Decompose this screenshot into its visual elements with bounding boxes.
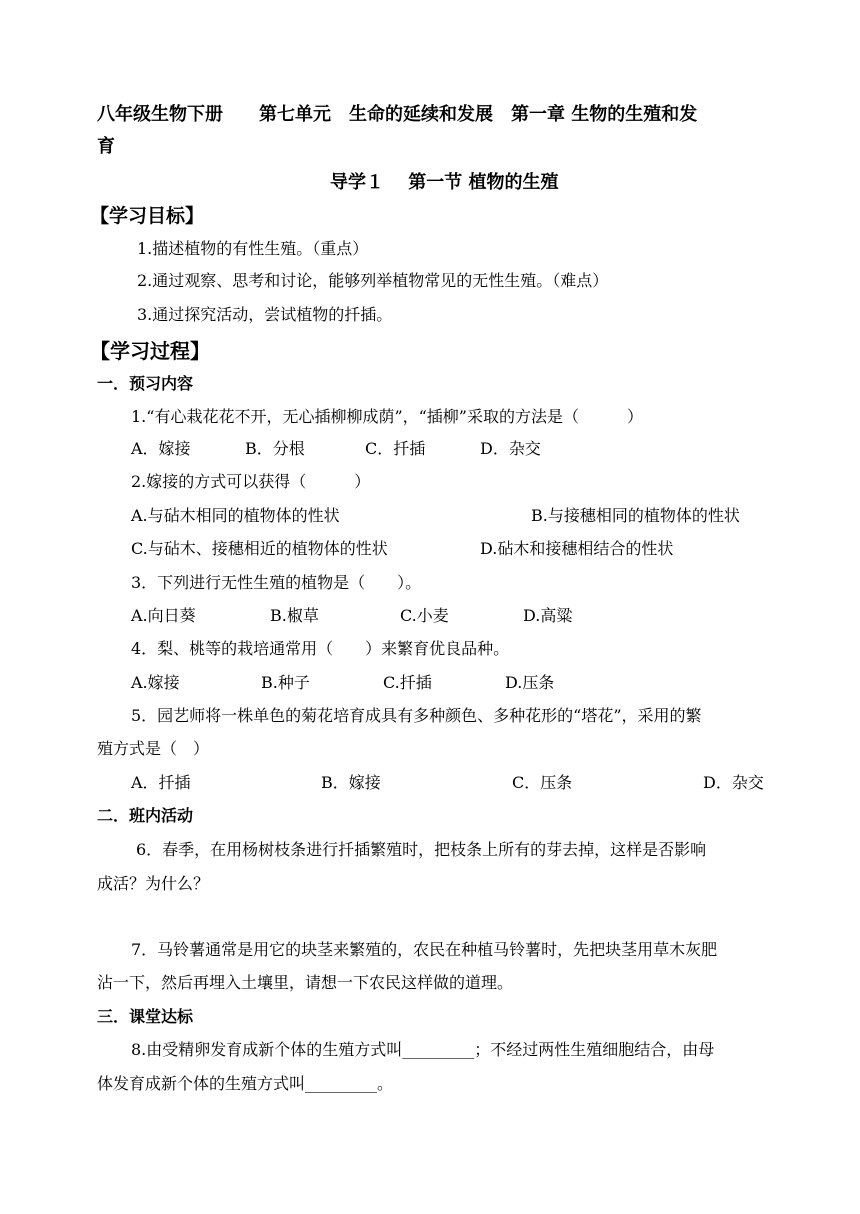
- process-heading: 【学习过程】: [90, 339, 210, 363]
- question-4: 4．梨、桃等的栽培通常用（ ）来繁育优良品种。: [131, 639, 510, 658]
- question-5-line2: 殖方式是（ ）: [97, 739, 210, 758]
- q5-option-c: C．压条: [512, 773, 573, 792]
- q4-option-c: C.扦插: [383, 673, 432, 692]
- q1-option-b: B．分根: [245, 439, 305, 458]
- question-8-line2: 体发育成新个体的生殖方式叫_________。: [97, 1074, 394, 1093]
- q4-option-d: D.压条: [505, 673, 555, 692]
- q4-option-b: B.种子: [261, 673, 310, 692]
- q5-option-d: D．杂交: [703, 773, 764, 792]
- objective-item: 2.通过观察、思考和讨论，能够列举植物常见的无性生殖。（难点）: [137, 271, 609, 290]
- objective-item: 1.描述植物的有性生殖。（重点）: [137, 239, 369, 258]
- q3-option-c: C.小麦: [400, 606, 449, 625]
- q3-option-d: D.高粱: [523, 606, 573, 625]
- question-7-line2: 沾一下，然后再埋入土壤里，请想一下农民这样做的道理。: [97, 973, 514, 992]
- question-6-line2: 成活？为什么？: [97, 874, 210, 893]
- question-2: 2.嫁接的方式可以获得（ ）: [131, 472, 371, 491]
- objective-item: 3.通过探究活动，尝试植物的扦插。: [137, 305, 393, 324]
- doc-title-line2: 育: [97, 136, 115, 157]
- section3-heading: 三．课堂达标: [97, 1007, 194, 1026]
- q2-option-d: D.砧木和接穗相结合的性状: [480, 539, 674, 558]
- lesson-title: 导学１ 第一节 植物的生殖: [330, 172, 559, 193]
- objectives-heading: 【学习目标】: [90, 205, 205, 227]
- doc-title-line1: 八年级生物下册 第七单元 生命的延续和发展 第一章 生物的生殖和发: [97, 104, 698, 125]
- question-3: 3．下列进行无性生殖的植物是（ ）。: [131, 573, 422, 592]
- section1-heading: 一．预习内容: [97, 374, 194, 393]
- q1-option-a: A．嫁接: [131, 439, 191, 458]
- q5-option-b: B．嫁接: [321, 773, 381, 792]
- q1-option-c: C．扦插: [365, 439, 426, 458]
- q2-option-b: B.与接穗相同的植物体的性状: [531, 506, 740, 525]
- section2-heading: 二．班内活动: [97, 806, 194, 825]
- q1-option-d: D．杂交: [480, 439, 541, 458]
- q3-option-a: A.向日葵: [131, 606, 196, 625]
- q5-option-a: A．扦插: [131, 773, 191, 792]
- q2-option-a: A.与砧木相同的植物体的性状: [131, 506, 340, 525]
- q4-option-a: A.嫁接: [131, 673, 180, 692]
- question-5-line1: 5．园艺师将一株单色的菊花培育成具有多种颜色、多种花形的“塔花”，采用的繁: [131, 706, 702, 725]
- question-6-line1: 6．春季，在用杨树枝条进行扦插繁殖时，把枝条上所有的芽去掉，这样是否影响: [136, 840, 707, 859]
- question-7-line1: 7．马铃薯通常是用它的块茎来繁殖的，农民在种植马铃薯时，先把块茎用草木灰肥: [131, 940, 718, 959]
- q2-option-c: C.与砧木、接穗相近的植物体的性状: [131, 539, 388, 558]
- question-8-line1: 8.由受精卵发育成新个体的生殖方式叫_________；不经过两性生殖细胞结合，由母: [131, 1040, 715, 1059]
- q3-option-b: B.椒草: [270, 606, 319, 625]
- question-1: 1.“有心栽花花不开，无心插柳柳成荫”，“插柳”采取的方法是（ ）: [131, 407, 643, 426]
